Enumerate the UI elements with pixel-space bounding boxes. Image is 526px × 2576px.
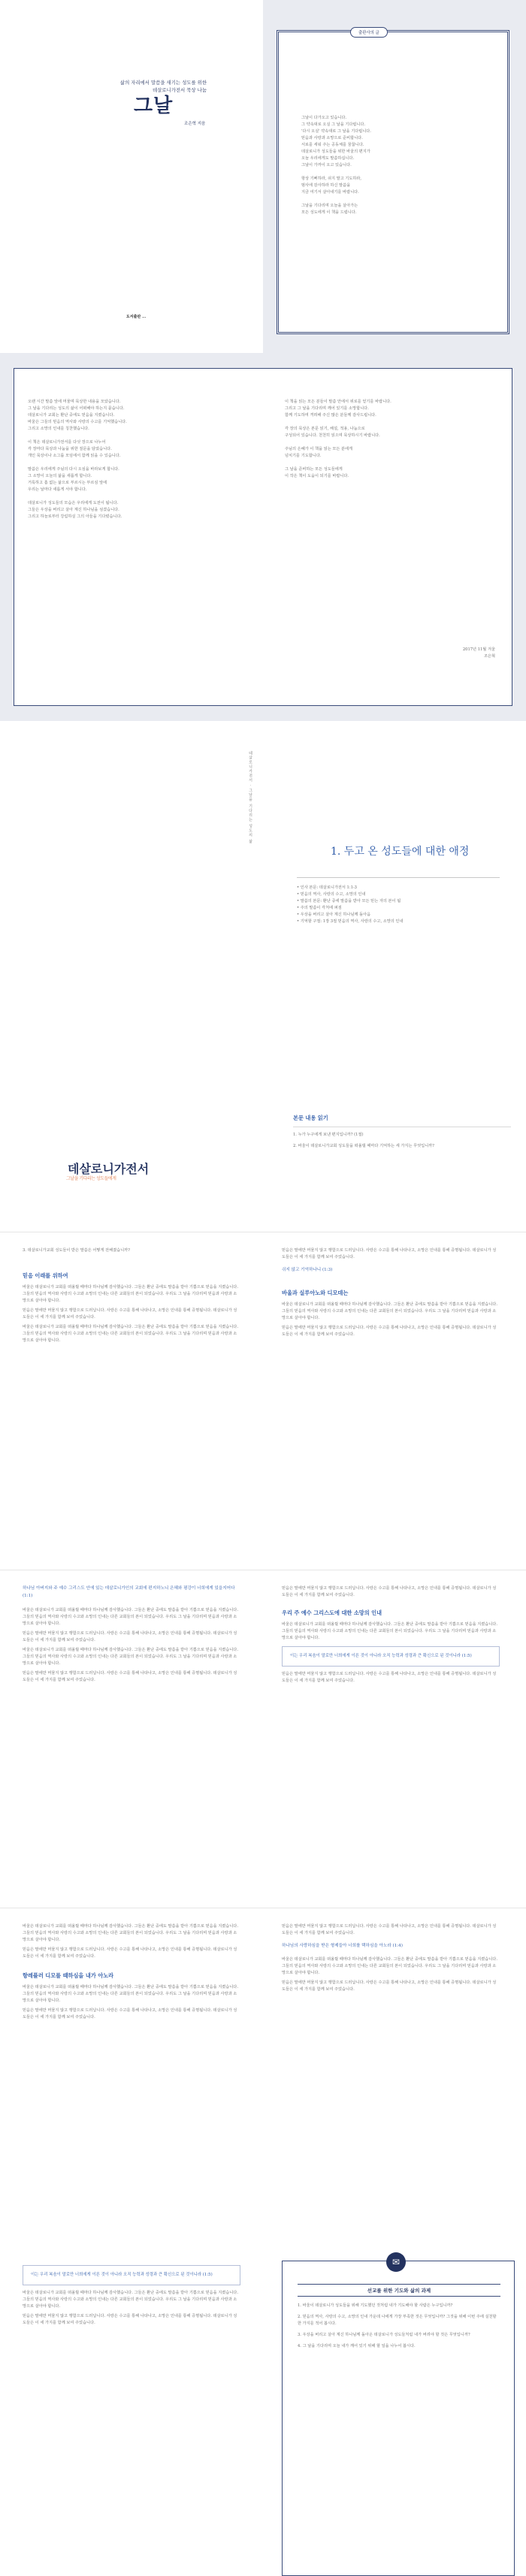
- letter-line: [301, 196, 489, 203]
- preface-line: 그 날을 준비하는 모든 성도들에게: [285, 467, 343, 472]
- preface-line: [28, 493, 238, 500]
- verse-item: • 우상을 버리고 살아 계신 하나님께 돌아옴: [297, 912, 371, 917]
- preface-line: 구성되어 있습니다. 천천히 읽으며 묵상하시기 바랍니다.: [285, 433, 380, 438]
- paragraph: 믿음은 말에만 머물지 않고 행함으로 드러납니다. 사랑은 수고를 통해 나타나고, 소망은 인내를 통해 증명됩니다. 데살로니가 성도들은 이 세 가지를 함께 보여 주었습니다.: [282, 1248, 497, 1259]
- assignment-item: 3. 우상을 버리고 살아 계신 하나님께 돌아온 데살로니가 성도들처럼 내가 버려야 할 것은 무엇입니까?: [298, 2333, 470, 2337]
- paragraph: 믿음은 말에만 머물지 않고 행함으로 드러납니다. 사랑은 수고를 통해 나타나고, 소망은 인내를 통해 증명됩니다. 데살로니가 성도들은 이 세 가지를 함께 보여 주었습니다.: [282, 1980, 497, 1992]
- text-spread-3: [0, 1908, 526, 2246]
- letter-badge: 출판사의 글: [350, 27, 388, 38]
- letter-card: [277, 30, 509, 334]
- study-heading: 본문 내용 읽기: [293, 1115, 328, 1121]
- scripture-quote: 쉬지 않고 기억하나니 (1:3): [282, 1268, 333, 1272]
- paragraph: 바울은 데살로니가 교회를 떠올릴 때마다 하나님께 감사했습니다. 그들은 환난 중에도 말씀을 받아 기쁨으로 믿음을 지켰습니다. 그들의 믿음의 역사와 사랑의 수고와 소망의 인내는 다른 교회들의 본이 되었습니다. 우리도 그 날을 기다리며 믿음과 사랑과 소망으로 살아야 합니다.: [23, 1924, 238, 1942]
- text-spread-2: [0, 1570, 526, 1908]
- paragraph: 바울은 데살로니가 교회를 떠올릴 때마다 하나님께 감사했습니다. 그들은 환난 중에도 말씀을 받아 기쁨으로 믿음을 지켰습니다. 그들의 믿음의 역사와 사랑의 수고와 소망의 인내는 다른 교회들의 본이 되었습니다. 우리도 그 날을 기다리며 믿음과 사랑과 소망으로 살아야 합니다.: [282, 1956, 497, 1975]
- letter-line: [301, 169, 489, 176]
- verse-item: • 말씀의 본문: 환난 중에 말씀을 받아 모든 믿는 자의 본이 됨: [297, 899, 401, 903]
- paragraph: 바울은 데살로니가 교회를 떠올릴 때마다 하나님께 감사했습니다. 그들은 환난 중에도 말씀을 받아 기쁨으로 믿음을 지켰습니다. 그들의 믿음의 역사와 사랑의 수고와 소망의 인내는 다른 교회들의 본이 되었습니다. 우리도 그 날을 기다리며 믿음과 사랑과 소망으로 살아야 합니다.: [23, 1325, 238, 1343]
- scripture-quote: 하나님 아버지와 주 예수 그리스도 안에 있는 데살로니가인의 교회에 편지하노니 은혜와 평강이 너희에게 있을지어다 (1:1): [23, 1586, 235, 1598]
- letter-line: 데살로니가 성도들을 위한 바울의 편지가: [301, 149, 370, 154]
- cover-subtitle-line: 삶의 자리에서 말씀을 새기는 성도를 위한: [119, 80, 207, 86]
- preface-sign: 조은혁: [483, 654, 495, 659]
- mail-icon: ✉: [386, 2252, 406, 2272]
- paragraph: 믿음은 말에만 머물지 않고 행함으로 드러납니다. 사랑은 수고를 통해 나타나고, 소망은 인내를 통해 증명됩니다. 데살로니가 성도들은 이 세 가지를 함께 보여 주었습니다.: [282, 1924, 497, 1935]
- paragraph: 믿음은 말에만 머물지 않고 행함으로 드러납니다. 사랑은 수고를 통해 나타나고, 소망은 인내를 통해 증명됩니다. 데살로니가 성도들은 이 세 가지를 함께 보여 주었습니다.: [23, 1631, 237, 1642]
- letter-line: 모든 성도에게 이 책을 드립니다.: [301, 210, 357, 215]
- preface-line: 이 책은 데살로니가전서를 다섯 장으로 나누어: [28, 440, 106, 445]
- preface-line: 그리고 하늘로부터 강림하실 그의 아들을 기다렸습니다.: [28, 514, 122, 519]
- paragraph: 바울은 데살로니가 교회를 떠올릴 때마다 하나님께 감사했습니다. 그들은 환난 중에도 말씀을 받아 기쁨으로 믿음을 지켰습니다. 그들의 믿음의 역사와 사랑의 수고와 소망의 인내는 다른 교회들의 본이 되었습니다. 우리도 그 날을 기다리며 믿음과 사랑과 소망으로 살아야 합니다.: [23, 1648, 238, 1666]
- preface-line: 각 장의 묵상은 본문 읽기, 해설, 적용, 나눔으로: [285, 427, 365, 431]
- paragraph: 믿음은 말에만 머물지 않고 행함으로 드러납니다. 사랑은 수고를 통해 나타나고, 소망은 인내를 통해 증명됩니다. 데살로니가 성도들은 이 세 가지를 함께 보여 주었습니다.: [23, 1947, 237, 1959]
- text-spread-1: [0, 1232, 526, 1570]
- left-column: [23, 2261, 240, 2330]
- paragraph: 바울은 데살로니가 교회를 떠올릴 때마다 하나님께 감사했습니다. 그들은 환난 중에도 말씀을 받아 기쁨으로 믿음을 지켰습니다. 그들의 믿음의 역사와 사랑의 수고와 소망의 인내는 다른 교회들의 본이 되었습니다. 우리도 그 날을 기다리며 믿음과 사랑과 소망으로 살아야 합니다.: [23, 1608, 238, 1626]
- book-decorative-subtitle: 그날을 기다리는 성도들에게: [66, 1176, 116, 1181]
- preface-line: 이 작은 책이 도움이 되기를 바랍니다.: [285, 474, 349, 478]
- right-column: [282, 1923, 500, 1996]
- paragraph: 믿음은 말에만 머물지 않고 행함으로 드러납니다. 사랑은 수고를 통해 나타나고, 소망은 인내를 통해 증명됩니다. 데살로니가 성도들은 이 세 가지를 함께 보여 주었습니다.: [23, 1671, 237, 1682]
- letter-page: [263, 0, 526, 353]
- cover-subtitle-line: 데살로니가전서 묵상 나눔: [153, 87, 207, 93]
- assignment-items: [298, 2303, 500, 2354]
- book-decorative-title: 데살로니가전서: [68, 1162, 150, 1176]
- assignment-item: 1. 바울이 데살로니가 성도들을 위해 기도했던 것처럼 내가 기도해야 할 사람은 누구입니까?: [298, 2303, 453, 2308]
- cover-spread: [0, 0, 526, 353]
- section-heading: 믿음 이래를 위하여: [23, 1272, 68, 1279]
- right-column: [282, 1585, 500, 1688]
- assignment-box: [282, 2257, 515, 2576]
- letter-line: 그날을 기다리며 오늘을 살아가는: [301, 204, 358, 208]
- preface-card: [14, 368, 512, 706]
- preface-right-column: [285, 399, 495, 480]
- preface-spread: [0, 353, 526, 721]
- letter-line: 오늘 우리에게도 말씀하십니다.: [301, 156, 355, 161]
- preface-line: 함께 기도하며 격려해 주신 많은 분들께 감사드립니다.: [285, 413, 376, 418]
- preface-line: 넘치기를 기도합니다.: [285, 454, 322, 458]
- preface-line: 그 소망이 오늘의 삶을 새롭게 합니다.: [28, 474, 92, 478]
- preface-line: 그리고 소망의 인내를 칭찬했습니다.: [28, 427, 89, 431]
- letter-line: 그날이 가까이 오고 있습니다.: [301, 163, 352, 167]
- paragraph: 바울은 데살로니가 교회를 떠올릴 때마다 하나님께 감사했습니다. 그들은 환난 중에도 말씀을 받아 기쁨으로 믿음을 지켰습니다. 그들의 믿음의 역사와 사랑의 수고와 소망의 인내는 다른 교회들의 본이 되었습니다. 우리도 그 날을 기다리며 믿음과 사랑과 소망으로 살아야 합니다.: [23, 2291, 238, 2309]
- section-heading: 항레플러 디모를 때하심을 내가 아노라: [23, 1972, 114, 1979]
- letter-body: [301, 115, 489, 216]
- vertical-running-title: 데살로니가전서 · 그날을 기다리는 성도의 삶: [248, 751, 252, 844]
- preface-date: 2017년 11월 겨울: [462, 647, 495, 652]
- verse-item: • 믿음의 역사, 사랑의 수고, 소망의 인내: [297, 892, 366, 897]
- letter-line: 그날이 다가오고 있습니다.: [301, 116, 347, 120]
- chapter-divider: [297, 877, 500, 878]
- study-item: 3. 데살로니가교회 성도들이 받은 말씀은 어떻게 전해졌습니까?: [23, 1248, 130, 1253]
- assignment-item: 4. 그 날을 기다리며 오늘 내가 깨어 있기 위해 할 일을 나누어 봅시다.: [298, 2344, 416, 2348]
- preface-left-column: [28, 399, 238, 520]
- preface-line: 개인 묵상이나 소그룹 모임에서 함께 읽을 수 있습니다.: [28, 454, 121, 458]
- paragraph: 믿음은 말에만 머물지 않고 행함으로 드러납니다. 사랑은 수고를 통해 나타나고, 소망은 인내를 통해 증명됩니다. 데살로니가 성도들은 이 세 가지를 함께 보여 주었습니다.: [23, 1308, 237, 1320]
- letter-line: 범사에 감사하라 하신 말씀을: [301, 183, 351, 188]
- study-box: [293, 1112, 511, 1154]
- preface-line: 오랜 시간 말씀 앞에 머물며 묵상한 내용을 모았습니다.: [28, 400, 121, 404]
- paragraph: 바울은 데살로니가 교회를 떠올릴 때마다 하나님께 감사했습니다. 그들은 환난 중에도 말씀을 받아 기쁨으로 믿음을 지켰습니다. 그들의 믿음의 역사와 사랑의 수고와 소망의 인내는 다른 교회들의 본이 되었습니다. 우리도 그 날을 기다리며 믿음과 사랑과 소망으로 살아야 합니다.: [23, 1985, 238, 2003]
- paragraph: 바울은 데살로니가 교회를 떠올릴 때마다 하나님께 감사했습니다. 그들은 환난 중에도 말씀을 받아 기쁨으로 믿음을 지켰습니다. 그들의 믿음의 역사와 사랑의 수고와 소망의 인내는 다른 교회들의 본이 되었습니다. 우리도 그 날을 기다리며 믿음과 사랑과 소망으로 살아야 합니다.: [282, 1622, 497, 1640]
- preface-line: [28, 433, 238, 439]
- study-items-continued: [23, 1247, 240, 1254]
- scripture-quote-box: 이는 우리 복음이 말로만 너희에게 이른 것이 아니라 오직 능력과 성령과 큰 확신으로 된 것이니라 (1:5): [23, 2265, 240, 2285]
- cover-author: 조은혁 지음: [184, 122, 206, 126]
- preface-line: [285, 419, 495, 426]
- section-heading: 우리 주 예수 그리스도에 대한 소망의 인내: [282, 1609, 382, 1616]
- preface-line: 각 장마다 묵상과 나눔을 위한 질문을 담았습니다.: [28, 447, 112, 451]
- left-column: [23, 1585, 240, 1687]
- preface-line: 주님의 은혜가 이 책을 읽는 모든 분에게: [285, 447, 353, 451]
- verse-item: • 기억할 구절: 1장 3절 믿음의 역사, 사랑의 수고, 소망의 인내: [297, 919, 404, 924]
- assignment-heading: 선교를 위한 기도와 삶의 과제: [298, 2284, 500, 2297]
- study-items: [293, 1132, 511, 1150]
- letter-line: 믿음과 사랑과 소망으로 준비합니다.: [301, 136, 363, 140]
- paragraph: 믿음은 말에만 머물지 않고 행함으로 드러납니다. 사랑은 수고를 통해 나타나고, 소망은 인내를 통해 증명됩니다. 데살로니가 성도들은 이 세 가지를 함께 보여 주었습니다.: [23, 2008, 237, 2019]
- letter-line: 지금 여기서 살아내기를 바랍니다.: [301, 190, 359, 195]
- letter-line: '다시 오실' 약속대로 그 날을 기다립니다.: [301, 129, 371, 134]
- left-column: [23, 1923, 240, 2024]
- paragraph: 믿음은 말에만 머물지 않고 행함으로 드러납니다. 사랑은 수고를 통해 나타나고, 소망은 인내를 통해 증명됩니다. 데살로니가 성도들은 이 세 가지를 함께 보여 주었습니다.: [23, 2314, 237, 2325]
- chapter-verse-list: [297, 885, 500, 925]
- paragraph: 믿음은 말에만 머물지 않고 행함으로 드러납니다. 사랑은 수고를 통해 나타나고, 소망은 인내를 통해 증명됩니다. 데살로니가 성도들은 이 세 가지를 함께 보여 주었습니다.: [282, 1672, 497, 1683]
- paragraph: 믿음은 말에만 머물지 않고 행함으로 드러납니다. 사랑은 수고를 통해 나타나고, 소망은 인내를 통해 증명됩니다. 데살로니가 성도들은 이 세 가지를 함께 보여 주었습니다.: [282, 1586, 497, 1597]
- preface-line: 말씀은 우리에게 주님의 다시 오심을 바라보게 합니다.: [28, 467, 119, 472]
- letter-line: 서로를 세워 주는 공동체를 꿈꿉니다.: [301, 143, 364, 147]
- cover-page: [0, 0, 263, 353]
- preface-signature: [435, 647, 495, 660]
- preface-line: 그들은 우상을 버리고 살아 계신 하나님을 섬겼습니다.: [28, 508, 119, 512]
- preface-line: 그 날을 기다리는 성도의 삶이 어떠해야 하는지 묻습니다.: [28, 406, 125, 411]
- preface-line: 데살로니가 성도들의 모습은 우리에게 도전이 됩니다.: [28, 501, 119, 505]
- verse-item: • 주의 말씀이 각처에 퍼짐: [297, 906, 342, 910]
- right-column: [282, 1247, 500, 1341]
- verse-item: • 인사 본문: 데살로니가전서 1:1-3: [297, 885, 357, 890]
- section-heading: 바울과 실루아노와 디모데는: [282, 1289, 349, 1296]
- letter-line: 항상 기뻐하라, 쉬지 말고 기도하라,: [301, 176, 362, 181]
- paragraph: 믿음은 말에만 머물지 않고 행함으로 드러납니다. 사랑은 수고를 통해 나타나고, 소망은 인내를 통해 증명됩니다. 데살로니가 성도들은 이 세 가지를 함께 보여 주었습니다.: [282, 1325, 497, 1337]
- study-item: 1. 누가 누구에게 보낸 편지입니까? (1절): [293, 1133, 364, 1137]
- scripture-quote-box: 이는 우리 복음이 말로만 너희에게 이른 것이 아니라 오직 능력과 성령과 큰 확신으로 된 것이니라 (1:5): [282, 1646, 500, 1667]
- scripture-quote: 하나님의 사랑하심을 받은 형제들아 너희를 택하심을 아노라 (1:4): [282, 1944, 403, 1948]
- left-column: [23, 1247, 240, 1347]
- preface-line: 바울은 그들의 믿음의 역사와 사랑의 수고를 기억했습니다.: [28, 420, 127, 424]
- preface-line: 거룩하고 흠 없는 삶으로 부르시는 부르심 앞에: [28, 481, 107, 485]
- publisher-logo: 도서출판 ...: [126, 315, 147, 319]
- study-item: 2. 바울이 데살로니가교회 성도들을 떠올릴 때마다 기억하는 세 가지는 무엇입니까?: [293, 1144, 434, 1148]
- chapter-spread: [0, 721, 526, 1232]
- letter-line: 그 약속대로 오실 그 날을 기다립니다.: [301, 122, 366, 127]
- preface-line: [285, 460, 495, 466]
- assignment-item: 2. 믿음의 역사, 사랑의 수고, 소망의 인내 가운데 나에게 가장 부족한 것은 무엇입니까? 그것을 위해 이번 주에 실천할 한 가지를 적어 봅시다.: [298, 2315, 497, 2326]
- preface-line: 이 책을 읽는 모든 분들이 말씀 안에서 위로를 얻기를 바랍니다.: [285, 400, 391, 404]
- cover-title: 그날: [134, 95, 174, 117]
- preface-line: [285, 439, 495, 446]
- preface-line: [28, 460, 238, 466]
- preface-line: 우리는 날마다 새롭게 서야 합니다.: [28, 487, 87, 492]
- preface-line: 그리고 그 날을 기다리며 깨어 있기를 소망합니다.: [285, 406, 369, 411]
- paragraph: 바울은 데살로니가 교회를 떠올릴 때마다 하나님께 감사했습니다. 그들은 환난 중에도 말씀을 받아 기쁨으로 믿음을 지켰습니다. 그들의 믿음의 역사와 사랑의 수고와 소망의 인내는 다른 교회들의 본이 되었습니다. 우리도 그 날을 기다리며 믿음과 사랑과 소망으로 살아야 합니다.: [282, 1302, 497, 1320]
- chapter-title: 1. 두고 온 성도들에 대한 애정: [331, 846, 470, 858]
- final-spread: [0, 2246, 526, 2576]
- paragraph: 바울은 데살로니가 교회를 떠올릴 때마다 하나님께 감사했습니다. 그들은 환난 중에도 말씀을 받아 기쁨으로 믿음을 지켰습니다. 그들의 믿음의 역사와 사랑의 수고와 소망의 인내는 다른 교회들의 본이 되었습니다. 우리도 그 날을 기다리며 믿음과 사랑과 소망으로 살아야 합니다.: [23, 1285, 238, 1303]
- preface-line: 데살로니가 교회는 환난 중에도 믿음을 지켰습니다.: [28, 413, 115, 418]
